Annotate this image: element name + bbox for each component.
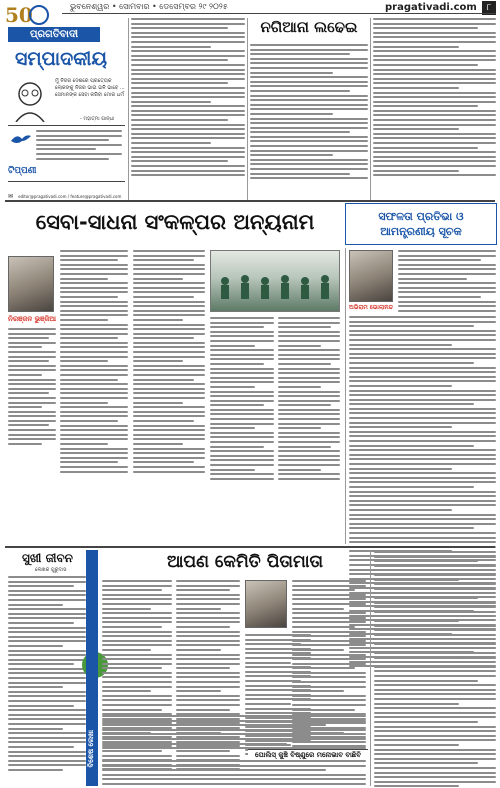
police-headline: ପୋଲିସ୍ କୁଞ୍ଚି ବିଷ୍ଣୁରେ ମନୋଭାବ ବାଛିବି xyxy=(254,751,361,759)
masthead-rule xyxy=(62,13,496,14)
tippani-body xyxy=(36,130,122,172)
anniversary-logo xyxy=(5,3,57,27)
quote-author: - ମହାତ୍ମା ଗାନ୍ଧୀ xyxy=(80,116,115,122)
col-rule-2 xyxy=(247,18,248,200)
tippani-label: ଟିପ୍ପଣୀ xyxy=(8,166,37,176)
side-label-text: ବିଶେଷ ଲେଖା xyxy=(87,730,95,768)
right-col-top xyxy=(398,250,496,314)
bottom-right-divider xyxy=(370,550,371,786)
brand-label xyxy=(8,27,100,42)
site-url[interactable]: pragativadi.com xyxy=(385,2,477,13)
author1-photo xyxy=(8,256,54,312)
email-icon: ✉ xyxy=(8,193,14,200)
feature-photo xyxy=(210,250,340,312)
date-line: ଭୁବନେଶ୍ୱର • ସୋମବାର • ଡେସେମ୍ବର ୨୯ ୨୦୨୫ xyxy=(70,2,228,11)
brand-text: ପ୍ରଗତିବାଦୀ xyxy=(29,29,79,40)
anniversary-number: 50 xyxy=(5,3,33,27)
quote-text: ମୁଁ ନିଜର ଦେଶରେ ପ୍ରତ୍ୟେକ ଲୋକଙ୍କୁ ନିଜର ଭାଇ ଭଳି ଭାବେ ... ସେମାନଙ୍କ ସେବା କରିବା ମୋର ଧର୍ମ xyxy=(55,78,125,98)
feature-top-rule xyxy=(5,200,495,202)
mid-headline: ନଗିଆନା ଲଢେଇ xyxy=(260,18,358,36)
top-col-3a xyxy=(250,44,368,182)
anniversary-ring-icon xyxy=(29,5,49,25)
bottom-right-col xyxy=(374,551,496,788)
bottom-section-rule xyxy=(5,546,495,548)
tippani-bird-icon xyxy=(10,131,32,145)
author1-name: ନିରଞ୍ଜନ ଭୁଞ୍ଜିଆ xyxy=(8,315,57,323)
right-author-photo xyxy=(349,250,393,302)
sukhi-title: ସୁଖୀ ଜୀବନ xyxy=(22,551,73,565)
col-rule-3 xyxy=(370,18,371,200)
email-line[interactable] xyxy=(8,181,125,200)
right-feature-box xyxy=(345,203,497,245)
editorial-section-title: ସମ୍ପାଦକୀୟ xyxy=(15,48,108,70)
email-text: editor@pragativadi.com / feature@pragativadi.com xyxy=(18,194,122,199)
top-col-4 xyxy=(373,18,496,179)
gandhi-sketch xyxy=(8,78,52,122)
author1-bio xyxy=(8,328,56,447)
feature-title: ସେବା-ସାଧନା ସଂକଳ୍ପର ଅନ୍ୟନାମ xyxy=(35,210,315,234)
apana-title: ଆପଣ କେମିତି ପିତାମାତା xyxy=(166,552,324,572)
feature-col-1 xyxy=(60,250,128,475)
apana-bottom-text xyxy=(102,715,366,752)
sukhi-author: ଲେଖକ ଗୁରୁଦାସ xyxy=(35,567,67,573)
sukhi-col-1 xyxy=(8,576,86,774)
side-label-bar xyxy=(86,550,98,786)
mid-headline-box xyxy=(250,18,368,40)
quote-rule xyxy=(8,125,125,126)
feature-col-3 xyxy=(210,317,274,482)
right-feature-title: ସଫଳତା ପ୍ରତିଭା ଓ ଆମନ୍ତ୍ରଣୀୟ ସୂଚକ xyxy=(378,210,464,238)
feature-col-2 xyxy=(133,250,205,475)
apana-author-photo xyxy=(245,580,287,628)
right-author-name: ଅଭିରାମ ଭୋଲାନନ୍ଦ xyxy=(349,304,393,311)
top-col-2 xyxy=(131,18,245,179)
police-text xyxy=(102,760,366,788)
feature-col-4 xyxy=(278,317,340,482)
right-col-divider xyxy=(345,248,346,544)
page-number: ୮ xyxy=(482,1,496,15)
col-rule-1 xyxy=(128,18,129,200)
